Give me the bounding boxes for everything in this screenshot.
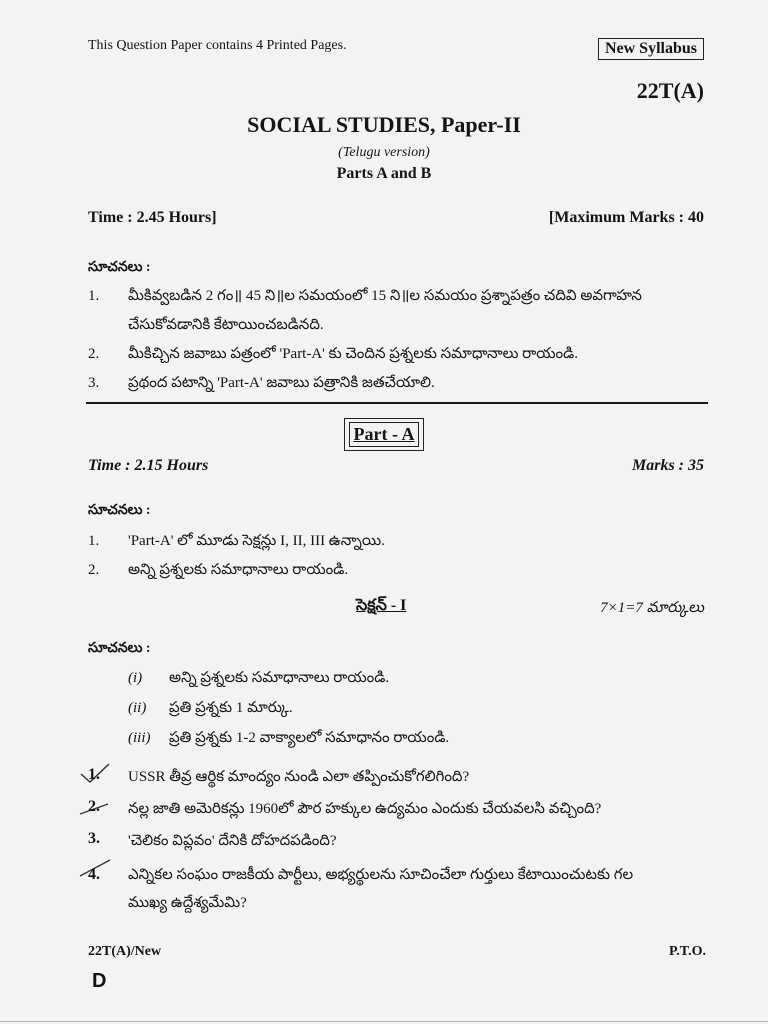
sub-instruction-text: ప్రతి ప్రశ్నకు 1 మార్కు. <box>169 700 293 716</box>
paper-title: SOCIAL STUDIES, Paper-II <box>247 112 521 137</box>
part-a-time: Time : 2.15 Hours <box>88 457 209 474</box>
page-bottom-edge <box>0 1021 768 1022</box>
syllabus-badge: New Syllabus <box>598 38 704 60</box>
sub-instruction-text: ప్రతి ప్రశ్నకు 1-2 వాక్యాలలో సమాధానం రాయండి. <box>169 730 450 746</box>
exam-max-marks: [Maximum Marks : 40 <box>548 209 704 226</box>
instruction-number: 1. <box>88 288 100 304</box>
section-1-marks: 7×1=7 మార్కులు <box>600 600 704 616</box>
question-text: నల్ల జాతి అమెరికన్లు 1960లో పౌర హక్కుల ఉద్యమం ఎందుకు చేయవలసి వచ్చింది? <box>128 801 602 817</box>
footer-pto: P.T.O. <box>669 944 706 959</box>
footer-code: 22T(A)/New <box>88 944 162 959</box>
question-number: 1. <box>88 766 100 783</box>
sub-instruction-text: అన్ని ప్రశ్నలకు సమాధానాలు రాయండి. <box>169 670 390 686</box>
question-number: 4. <box>88 866 100 883</box>
part-a-marks: Marks : 35 <box>631 457 704 474</box>
section-1-instructions-heading: సూచనలు : <box>88 641 151 656</box>
paper-code: 22T(A) <box>636 78 704 103</box>
part-a-instructions-heading: సూచనలు : <box>88 503 151 518</box>
part-a-label-text: Part - A <box>349 422 420 447</box>
instructions-heading: సూచనలు : <box>88 260 151 275</box>
instruction-text: మీకిచ్చిన జవాబు పత్రంలో 'Part-A' కు చెందిన ప్రశ్నలకు సమాధానాలు రాయండి. <box>128 346 578 362</box>
question-text: ముఖ్య ఉద్దేశ్యమేమి? <box>128 895 247 911</box>
footer-set-code: D <box>92 970 107 992</box>
instruction-number: 1. <box>88 533 100 549</box>
question-number: 2. <box>88 798 100 815</box>
exam-time: Time : 2.45 Hours] <box>88 209 217 226</box>
sub-instruction-number: (i) <box>128 670 143 686</box>
paper-parts: Parts A and B <box>336 165 432 182</box>
instruction-number: 2. <box>88 562 100 578</box>
question-text: ఎన్నికల సంఘం రాజకీయ పార్టీలు, అభ్యర్థులను సూచించేలా గుర్తులు కేటాయించుటకు గల <box>128 867 634 883</box>
question-text: USSR తీవ్ర ఆర్థిక మాంద్యం నుండి ఎలా తప్పించుకోగలిగింది? <box>128 769 470 785</box>
instruction-number: 2. <box>88 346 100 362</box>
instruction-text: 'Part-A' లో మూడు సెక్షన్లు I, II, III ఉన్నాయి. <box>128 533 385 549</box>
part-a-label-wrap <box>0 418 768 451</box>
page-count-notice: This Question Paper contains 4 Printed Pages. <box>88 38 347 53</box>
sub-instruction-number: (ii) <box>128 700 147 716</box>
sub-instruction-number: (iii) <box>128 730 151 746</box>
instruction-text: అన్ని ప్రశ్నలకు సమాధానాలు రాయండి. <box>128 562 349 578</box>
instruction-number: 3. <box>88 375 100 391</box>
part-a-label <box>344 418 425 451</box>
instruction-text: ప్రథంద పటాన్ని 'Part-A' జవాబు పత్రానికి జతచేయాలి. <box>128 375 435 391</box>
question-number: 3. <box>88 830 100 847</box>
section-1-label: సెక్షన్ - I <box>356 597 407 614</box>
instruction-text: మీకివ్వబడిన 2 గం॥ 45 ని॥ల సమయంలో 15 ని॥ల సమయం ప్రశ్నాపత్రం చదివి అవగాహన <box>128 288 642 304</box>
paper-version: (Telugu version) <box>338 145 430 160</box>
section-divider <box>86 402 708 404</box>
instruction-text: చేసుకోవడానికి కేటాయించబడినది. <box>128 317 324 333</box>
question-text: 'చెలికం విప్లవం' దేనికి దోహదపడింది? <box>128 833 337 849</box>
